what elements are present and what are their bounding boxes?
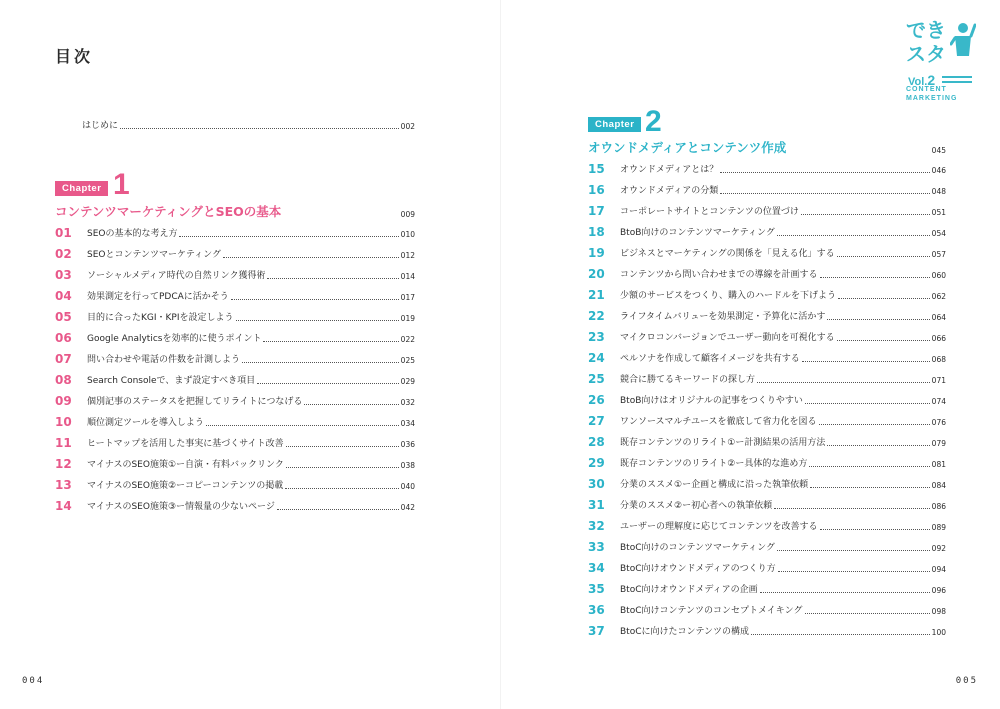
logo-rule	[942, 81, 972, 83]
toc-item[interactable]	[588, 181, 946, 197]
toc-item-title: ソーシャルメディア時代の自然リンク獲得術	[87, 271, 266, 281]
leader-dots	[720, 193, 929, 194]
leader-dots	[778, 571, 930, 572]
toc-item[interactable]	[55, 455, 415, 471]
toc-item[interactable]	[55, 350, 415, 366]
toc-item-number: 15	[588, 162, 605, 176]
chapter-1-page: 009	[400, 210, 415, 219]
toc-item-number: 35	[588, 582, 605, 596]
toc-item-page: 092	[931, 544, 946, 553]
chapter-1-number: 1	[113, 168, 130, 201]
logo-subtitle-1: CONTENT	[906, 86, 947, 93]
toc-item[interactable]	[588, 370, 946, 386]
toc-item[interactable]	[588, 349, 946, 365]
toc-item-page: 060	[931, 271, 946, 280]
toc-item-number: 29	[588, 456, 605, 470]
toc-item-page: 032	[400, 398, 415, 407]
toc-item-page: 036	[400, 440, 415, 449]
toc-item-number: 08	[55, 373, 72, 387]
logo-vol-prefix: Vol.	[908, 76, 928, 88]
toc-item[interactable]	[588, 307, 946, 323]
toc-item-title: オウンドメディアの分類	[620, 186, 719, 196]
toc-item-title: 問い合わせや電話の件数を計測しよう	[87, 355, 241, 365]
toc-item[interactable]	[55, 434, 415, 450]
toc-item-number: 25	[588, 372, 605, 386]
toc-item-page: 017	[400, 293, 415, 302]
chapter-2-page: 045	[931, 146, 946, 155]
toc-item-page: 034	[400, 419, 415, 428]
leader-dots	[805, 613, 930, 614]
leader-dots	[802, 361, 930, 362]
toc-item-number: 06	[55, 331, 72, 345]
toc-item-number: 11	[55, 436, 72, 450]
toc-item-number: 33	[588, 540, 605, 554]
toc-item-number: 37	[588, 624, 605, 638]
toc-item[interactable]	[55, 308, 415, 324]
toc-item-page: 062	[931, 292, 946, 301]
leader-dots	[751, 634, 930, 635]
toc-item-title: コーポレートサイトとコンテンツの位置づけ	[620, 207, 799, 217]
toc-item[interactable]	[588, 475, 946, 491]
page-title: 目次	[55, 47, 94, 66]
toc-item-number: 19	[588, 246, 605, 260]
toc-item-title: BtoC向けオウンドメディアの企画	[620, 585, 758, 595]
toc-item-title: BtoC向けのコンテンツマーケティング	[620, 543, 775, 553]
toc-item-title: 既存コンテンツのリライト①ー計測結果の活用方法	[620, 438, 826, 448]
toc-item[interactable]	[55, 245, 415, 261]
toc-item-title: マイナスのSEO施策②ーコピーコンテンツの掲載	[87, 481, 284, 491]
toc-item[interactable]	[588, 286, 946, 302]
leader-dots	[820, 277, 930, 278]
toc-item-title: SEOの基本的な考え方	[87, 229, 178, 239]
toc-item[interactable]	[55, 476, 415, 492]
toc-item-page: 064	[931, 313, 946, 322]
toc-item-number: 17	[588, 204, 605, 218]
book-logo	[896, 16, 978, 106]
toc-item[interactable]	[588, 223, 946, 239]
logo-line-1: でき	[906, 18, 946, 42]
leader-dots	[819, 424, 930, 425]
toc-item[interactable]	[588, 412, 946, 428]
leader-dots	[809, 466, 929, 467]
toc-item-number: 04	[55, 289, 72, 303]
toc-item-title: ビジネスとマーケティングの関係を「見える化」する	[620, 249, 835, 259]
toc-item-title: 効果測定を行ってPDCAに活かそう	[87, 292, 229, 302]
leader-dots	[120, 128, 399, 129]
leader-dots	[827, 319, 929, 320]
toc-item-number: 28	[588, 435, 605, 449]
leader-dots	[760, 592, 930, 593]
toc-item-number: 22	[588, 309, 605, 323]
toc-item-title: 競合に勝てるキーワードの探し方	[620, 375, 756, 385]
leader-dots	[777, 235, 930, 236]
toc-item[interactable]	[588, 433, 946, 449]
toc-item-title: マイナスのSEO施策①ー自演・有料バックリンク	[87, 460, 284, 470]
toc-item-number: 12	[55, 457, 72, 471]
toc-item-number: 30	[588, 477, 605, 491]
toc-item[interactable]	[588, 601, 946, 617]
toc-item-title: BtoB向けはオリジナルの記事をつくりやすい	[620, 396, 803, 406]
toc-item-page: 048	[931, 187, 946, 196]
leader-dots	[837, 256, 930, 257]
chapter-1-badge: Chapter	[55, 181, 108, 196]
toc-item-number: 09	[55, 394, 72, 408]
toc-item-number: 02	[55, 247, 72, 261]
chapter-1-title-row[interactable]	[55, 202, 415, 220]
toc-item-number: 07	[55, 352, 72, 366]
leader-dots	[277, 509, 399, 510]
toc-item-title: 目的に合ったKGI・KPIを設定しよう	[87, 313, 234, 323]
toc-item-title: BtoCに向けたコンテンツの構成	[620, 627, 750, 637]
toc-item-number: 14	[55, 499, 72, 513]
toc-item-page: 025	[400, 356, 415, 365]
leader-dots	[285, 488, 398, 489]
toc-item-page: 042	[400, 503, 415, 512]
leader-dots	[206, 425, 399, 426]
toc-item[interactable]	[588, 517, 946, 533]
leader-dots	[801, 214, 930, 215]
leader-dots	[304, 404, 398, 405]
toc-item-page: 040	[400, 482, 415, 491]
logo-line-2: スタ	[906, 42, 946, 66]
toc-item-number: 10	[55, 415, 72, 429]
toc-item-title: BtoB向けのコンテンツマーケティング	[620, 228, 775, 238]
toc-intro-page: 002	[400, 122, 415, 131]
toc-item[interactable]	[588, 265, 946, 281]
toc-item-page: 014	[400, 272, 415, 281]
toc-intro-row[interactable]	[82, 118, 415, 132]
leader-dots	[805, 403, 930, 404]
toc-item-page: 057	[931, 250, 946, 259]
page-number-left: 004	[22, 676, 45, 686]
leader-dots	[236, 320, 399, 321]
spread-gutter	[500, 0, 501, 709]
toc-item[interactable]	[55, 287, 415, 303]
leader-dots	[267, 278, 398, 279]
page-number-right: 005	[955, 676, 978, 686]
chapter-2-number: 2	[645, 105, 662, 138]
toc-item-title: 分業のススメ①ー企画と構成に沿った執筆依頼	[620, 480, 809, 490]
chapter-2-badge: Chapter	[588, 117, 641, 132]
toc-item[interactable]	[588, 160, 946, 176]
leader-dots	[257, 383, 399, 384]
toc-item-number: 32	[588, 519, 605, 533]
toc-item[interactable]	[588, 559, 946, 575]
toc-item-title: マイナスのSEO施策③ー情報量の少ないページ	[87, 502, 275, 512]
toc-item[interactable]	[588, 622, 946, 638]
leader-dots	[838, 298, 930, 299]
toc-item-title: ヒートマップを活用した事実に基づくサイト改善	[87, 439, 284, 449]
toc-item-number: 01	[55, 226, 72, 240]
toc-item-number: 16	[588, 183, 605, 197]
leader-dots	[720, 172, 929, 173]
toc-item-page: 046	[931, 166, 946, 175]
toc-item-title: Google Analyticsを効率的に使うポイント	[87, 334, 262, 344]
toc-item-title: マイクロコンバージョンでユーザー動向を可視化する	[620, 333, 835, 343]
toc-item-number: 27	[588, 414, 605, 428]
toc-item-number: 21	[588, 288, 605, 302]
toc-item-page: 089	[931, 523, 946, 532]
toc-item[interactable]	[588, 454, 946, 470]
logo-subtitle-2: MARKETING	[906, 95, 958, 102]
toc-item[interactable]	[55, 224, 415, 240]
toc-item-page: 022	[400, 335, 415, 344]
toc-item-title: 分業のススメ②ー初心者への執筆依頼	[620, 501, 773, 511]
toc-item-title: Search Consoleで、まず設定すべき項目	[87, 376, 256, 386]
toc-item-page: 051	[931, 208, 946, 217]
toc-item-number: 34	[588, 561, 605, 575]
toc-item-number: 03	[55, 268, 72, 282]
leader-dots	[757, 382, 930, 383]
toc-item-title: 順位測定ツールを導入しよう	[87, 418, 204, 428]
toc-item-number: 20	[588, 267, 605, 281]
toc-item-page: 068	[931, 355, 946, 364]
toc-item-page: 086	[931, 502, 946, 511]
toc-item-page: 081	[931, 460, 946, 469]
toc-item-number: 18	[588, 225, 605, 239]
leader-dots	[820, 529, 930, 530]
toc-item-title: ワンソースマルチユースを徹底して省力化を図る	[620, 417, 817, 427]
toc-item-page: 074	[931, 397, 946, 406]
leader-dots	[777, 550, 930, 551]
toc-item-title: BtoC向けオウンドメディアのつくり方	[620, 564, 776, 574]
toc-item-page: 019	[400, 314, 415, 323]
toc-item-page: 012	[400, 251, 415, 260]
toc-item[interactable]	[55, 371, 415, 387]
toc-item[interactable]	[588, 496, 946, 512]
toc-item-page: 098	[931, 607, 946, 616]
toc-item-title: BtoC向けコンテンツのコンセプトメイキング	[620, 606, 803, 616]
toc-item[interactable]	[588, 202, 946, 218]
toc-item-number: 31	[588, 498, 605, 512]
toc-item-page: 010	[400, 230, 415, 239]
toc-item-page: 096	[931, 586, 946, 595]
leader-dots	[242, 362, 399, 363]
leader-dots	[810, 487, 930, 488]
toc-item-page: 084	[931, 481, 946, 490]
toc-item-title: ライフタイムバリューを効果測定・予算化に活かす	[620, 312, 826, 322]
chapter-1-title: コンテンツマーケティングとSEOの基本	[55, 204, 282, 219]
leader-dots	[286, 467, 399, 468]
toc-item[interactable]	[588, 244, 946, 260]
toc-item-title: ユーザーの理解度に応じてコンテンツを改善する	[620, 522, 818, 532]
leader-dots	[263, 341, 398, 342]
leader-dots	[774, 508, 930, 509]
toc-item-page: 094	[931, 565, 946, 574]
toc-item-number: 13	[55, 478, 72, 492]
toc-item-title: オウンドメディアとは？	[620, 165, 719, 175]
toc-item-page: 071	[931, 376, 946, 385]
toc-item[interactable]	[588, 580, 946, 596]
toc-item[interactable]	[588, 391, 946, 407]
toc-item-page: 029	[400, 377, 415, 386]
leader-dots	[179, 236, 398, 237]
toc-item[interactable]	[588, 328, 946, 344]
toc-item[interactable]	[588, 538, 946, 554]
toc-item-page: 100	[931, 628, 946, 637]
logo-rule	[942, 76, 972, 78]
toc-item[interactable]	[55, 266, 415, 282]
leader-dots	[231, 299, 399, 300]
toc-item[interactable]	[55, 392, 415, 408]
toc-item-title: 個別記事のステータスを把握してリライトにつなげる	[87, 397, 303, 407]
toc-item[interactable]	[55, 329, 415, 345]
leader-dots	[837, 340, 930, 341]
toc-item[interactable]	[55, 497, 415, 513]
toc-item-page: 038	[400, 461, 415, 470]
toc-item-page: 054	[931, 229, 946, 238]
toc-item-title: SEOとコンテンツマーケティング	[87, 250, 221, 260]
leader-dots	[827, 445, 929, 446]
toc-intro-title: はじめに	[82, 121, 119, 131]
toc-item-title: 既存コンテンツのリライト②ー具体的な進め方	[620, 459, 808, 469]
toc-item-page: 079	[931, 439, 946, 448]
toc-item-number: 05	[55, 310, 72, 324]
toc-item-number: 24	[588, 351, 605, 365]
logo-vol-number: 2	[927, 72, 936, 88]
toc-item-title: 少額のサービスをつくり、購入のハードルを下げよう	[620, 291, 837, 301]
toc-item-title: ペルソナを作成して顧客イメージを共有する	[620, 354, 800, 364]
toc-item-number: 26	[588, 393, 605, 407]
mascot-figure-icon	[950, 22, 976, 58]
toc-item-page: 076	[931, 418, 946, 427]
toc-item-number: 36	[588, 603, 605, 617]
chapter-2-title-row[interactable]	[588, 138, 946, 156]
chapter-2-title: オウンドメディアとコンテンツ作成	[588, 140, 787, 155]
toc-item-number: 23	[588, 330, 605, 344]
toc-item[interactable]	[55, 413, 415, 429]
toc-item-title: コンテンツから問い合わせまでの導線を計画する	[620, 270, 818, 280]
toc-item-page: 066	[931, 334, 946, 343]
leader-dots	[286, 446, 399, 447]
leader-dots	[223, 257, 399, 258]
